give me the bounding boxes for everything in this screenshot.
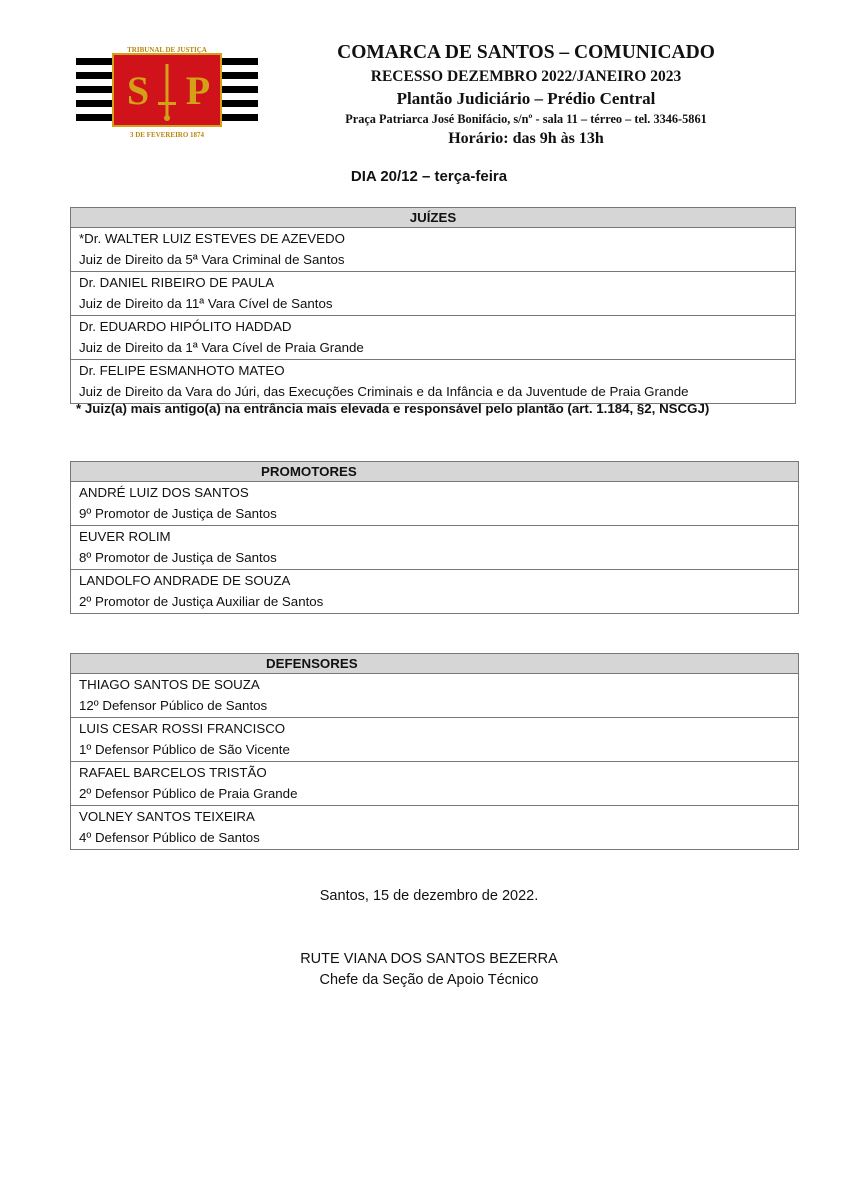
table-row bbox=[71, 272, 796, 316]
table-row bbox=[71, 482, 799, 526]
footer-signer: RUTE VIANA DOS SANTOS BEZERRA bbox=[300, 951, 558, 967]
logo-letter-left: S bbox=[126, 68, 150, 113]
person-name: Dr. EDUARDO HIPÓLITO HADDAD bbox=[79, 319, 292, 334]
person-role: 2º Defensor Público de Praia Grande bbox=[79, 785, 298, 801]
table-row bbox=[71, 718, 799, 762]
day-heading: DIA 20/12 – terça-feira bbox=[350, 168, 508, 185]
person-role: 12º Defensor Público de Santos bbox=[79, 697, 268, 713]
table-row bbox=[71, 762, 799, 806]
logo-letter-right: P bbox=[185, 68, 211, 113]
document-subtitle: RECESSO DEZEMBRO 2022/JANEIRO 2023 bbox=[370, 68, 682, 85]
person-name: RAFAEL BARCELOS TRISTÃO bbox=[79, 765, 267, 780]
person-role: 9º Promotor de Justiça de Santos bbox=[79, 505, 277, 521]
table-row bbox=[71, 526, 799, 570]
person-role: 1º Defensor Público de São Vicente bbox=[79, 741, 290, 757]
table-row bbox=[71, 316, 796, 360]
table-row bbox=[71, 570, 799, 614]
table-row bbox=[71, 228, 796, 272]
defensores-table bbox=[70, 653, 799, 850]
person-name: *Dr. WALTER LUIZ ESTEVES DE AZEVEDO bbox=[79, 231, 345, 246]
person-role: Juiz de Direito da Vara do Júri, das Execuções Criminais e da Infância e da Juventude de Praia Grande bbox=[79, 383, 689, 399]
table-row bbox=[71, 360, 796, 404]
footer-signer-title: Chefe da Seção de Apoio Técnico bbox=[319, 972, 539, 988]
person-name: THIAGO SANTOS DE SOUZA bbox=[79, 677, 260, 692]
person-name: EUVER ROLIM bbox=[79, 529, 171, 544]
person-name: Dr. DANIEL RIBEIRO DE PAULA bbox=[79, 275, 275, 290]
juizes-table bbox=[70, 207, 796, 404]
logo-bottom-text: 3 DE FEVEREIRO 1874 bbox=[129, 131, 205, 139]
defensores-heading: DEFENSORES bbox=[71, 654, 799, 674]
document-hours: Horário: das 9h às 13h bbox=[448, 130, 604, 147]
promotores-table bbox=[70, 461, 799, 614]
document-title: COMARCA DE SANTOS – COMUNICADO bbox=[337, 42, 715, 63]
person-role: Juiz de Direito da 1ª Vara Cível de Praia Grande bbox=[79, 339, 364, 355]
person-role: Juiz de Direito da 11ª Vara Cível de Santos bbox=[79, 295, 333, 311]
person-role: 4º Defensor Público de Santos bbox=[79, 829, 260, 845]
logo-top-text: TRIBUNAL DE JUSTIÇA bbox=[127, 46, 207, 54]
person-name: Dr. FELIPE ESMANHOTO MATEO bbox=[79, 363, 285, 378]
promotores-heading: PROMOTORES bbox=[71, 462, 799, 482]
document-line3: Plantão Judiciário – Prédio Central bbox=[396, 89, 656, 108]
juizes-heading: JUÍZES bbox=[71, 208, 796, 228]
person-role: Juiz de Direito da 5ª Vara Criminal de Santos bbox=[79, 251, 345, 267]
person-name: LANDOLFO ANDRADE DE SOUZA bbox=[79, 573, 291, 588]
person-role: 2º Promotor de Justiça Auxiliar de Santos bbox=[79, 593, 324, 609]
document-address: Praça Patriarca José Bonifácio, s/nº - sala 11 – térreo – tel. 3346-5861 bbox=[345, 112, 707, 126]
tribunal-logo bbox=[76, 44, 258, 140]
table-row bbox=[71, 674, 799, 718]
person-role: 8º Promotor de Justiça de Santos bbox=[79, 549, 277, 565]
footer-date: Santos, 15 de dezembro de 2022. bbox=[319, 888, 539, 904]
person-name: LUIS CESAR ROSSI FRANCISCO bbox=[79, 721, 286, 736]
person-name: VOLNEY SANTOS TEIXEIRA bbox=[79, 809, 255, 824]
person-name: ANDRÉ LUIZ DOS SANTOS bbox=[79, 485, 249, 500]
juizes-note: * Juiz(a) mais antigo(a) na entrância mais elevada e responsável pelo plantão (art. 1.184, §2, NSCGJ) bbox=[76, 401, 710, 416]
table-row bbox=[71, 806, 799, 850]
